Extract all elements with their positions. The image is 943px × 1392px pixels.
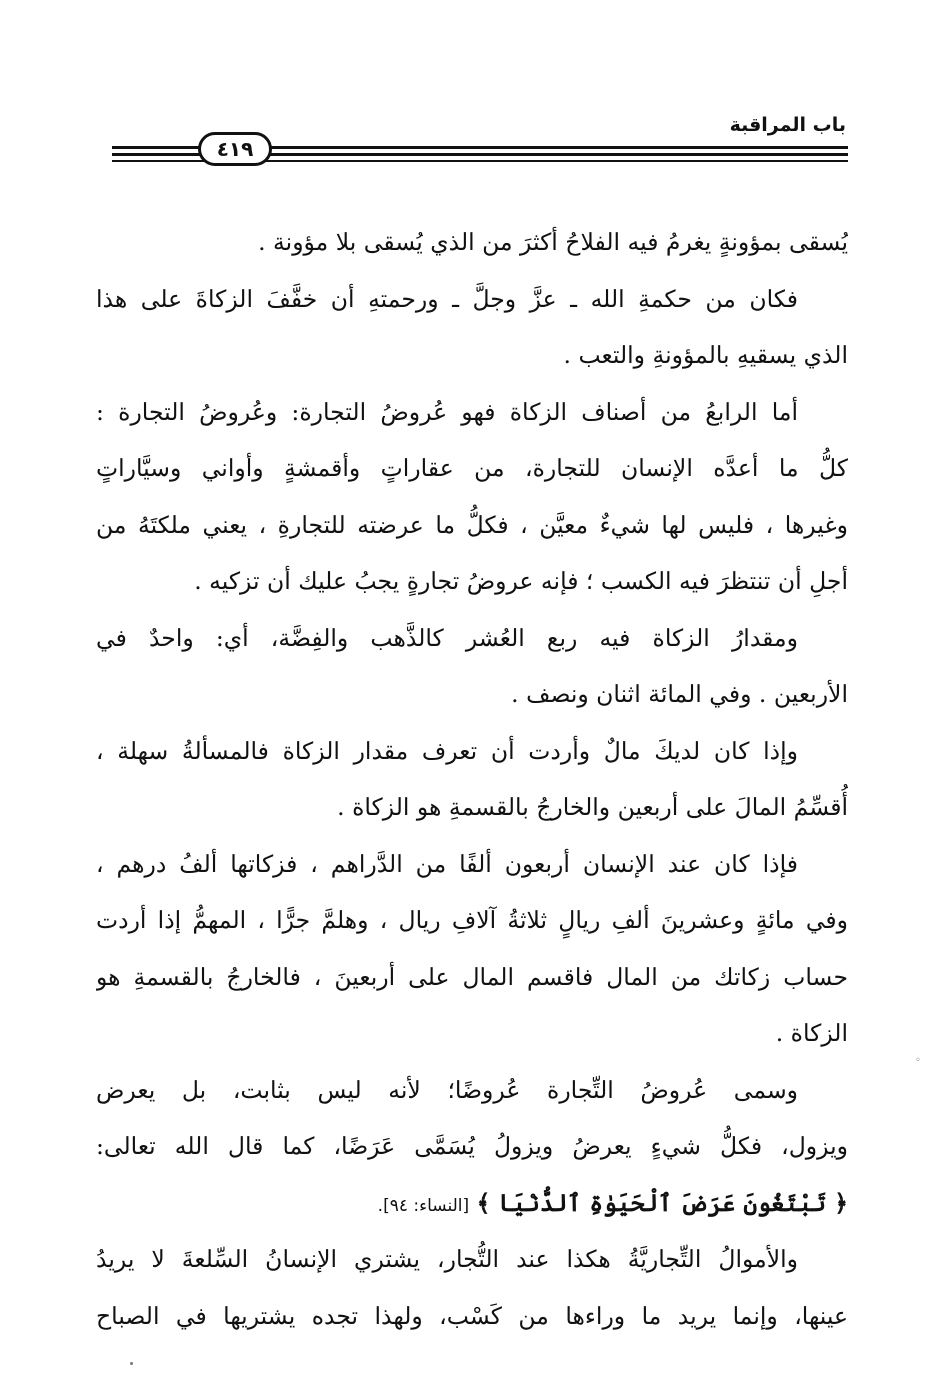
- text-line: والأموالُ التِّجاريَّةُ هكذا عند التُّجار، يشتري الإنسانُ السِّلعةَ لا يريدُ: [96, 1245, 798, 1273]
- page-number: ٤١٩: [198, 132, 272, 166]
- running-header: [112, 108, 848, 168]
- text-line: وغيرها ، فليس لها شيءٌ معيَّن ، فكلُّ ما عرضته للتجارةِ ، يعني ملكتَهُ من: [96, 510, 848, 539]
- text-line: الذي يسقيهِ بالمؤونةِ والتعب .: [563, 341, 848, 369]
- text-line: أُقسِّمُ المالَ على أربعين والخارجُ بالقسمةِ هو الزكاة .: [337, 793, 848, 821]
- body-text: [96, 214, 848, 1344]
- text-line: حساب زكاتك من المال فاقسم المال على أربعينَ ، فالخارجُ بالقسمةِ هو: [96, 962, 848, 991]
- text-line: ويزول، فكلُّ شيءٍ يعرضُ ويزولُ يُسَمَّى عَرَضًا، كما قال الله تعالى:: [96, 1132, 848, 1160]
- quran-reference: [النساء: ٩٤].: [377, 1195, 470, 1216]
- quran-verse: ﴿ تَبْتَغُونَ عَرَضَ ٱلْحَيَوٰةِ ٱلدُّنْيَا ﴾: [476, 1188, 848, 1217]
- text-line: فإذا كان عند الإنسان أربعون ألفًا من الدَّراهم ، فزكاتها ألفُ درهم ،: [96, 849, 798, 878]
- scan-artifact: ◦: [915, 1055, 921, 1066]
- text-line: وسمى عُروضُ التِّجارة عُروضًا؛ لأنه ليس بثابت، بل يعرض: [96, 1075, 798, 1104]
- text-line: فكان من حكمةِ الله ـ عزَّ وجلَّ ـ ورحمتهِ أن خفَّفَ الزكاةَ على هذا: [96, 284, 798, 313]
- text-line: الأربعين . وفي المائة اثنان ونصف .: [511, 680, 848, 708]
- text-line: أما الرابعُ من أصناف الزكاة فهو عُروضُ التجارة: وعُروضُ التجارة :: [96, 397, 798, 426]
- text-line: وإذا كان لديكَ مالٌ وأردت أن تعرف مقدار الزكاة فالمسألةُ سهلة ،: [96, 736, 798, 765]
- text-line: عينها، وإنما يريد ما وراءها من كَسْب، ولهذا تجده يشتريها في الصباح: [96, 1301, 848, 1330]
- text-line: يُسقى بمؤونةٍ يغرمُ فيه الفلاحُ أكثرَ من الذي يُسقى بلا مؤونة .: [258, 228, 848, 256]
- running-title: باب المراقبة: [729, 114, 846, 136]
- text-line: أجلِ أن تنتظرَ فيه الكسب ؛ فإنه عروضُ تجارةٍ يجبُ عليك أن تزكيه .: [194, 567, 848, 595]
- text-line: الزكاة .: [775, 1019, 848, 1047]
- scan-artifact: [130, 1362, 133, 1365]
- quran-line: [96, 1175, 848, 1232]
- text-line: وفي مائةٍ وعشرينَ ألفِ ريالٍ ثلاثةُ آلافِ ريال ، وهلمَّ جرًّا ، المهمُّ إذا أردت: [96, 906, 848, 934]
- text-line: كلُّ ما أعدَّه الإنسان للتجارة، من عقاراتٍ وأقمشةٍ وأواني وسيَّاراتٍ: [96, 454, 848, 482]
- text-line: ومقدارُ الزكاة فيه ربع العُشر كالذَّهب والفِضَّة، أي: واحدٌ في: [96, 623, 798, 652]
